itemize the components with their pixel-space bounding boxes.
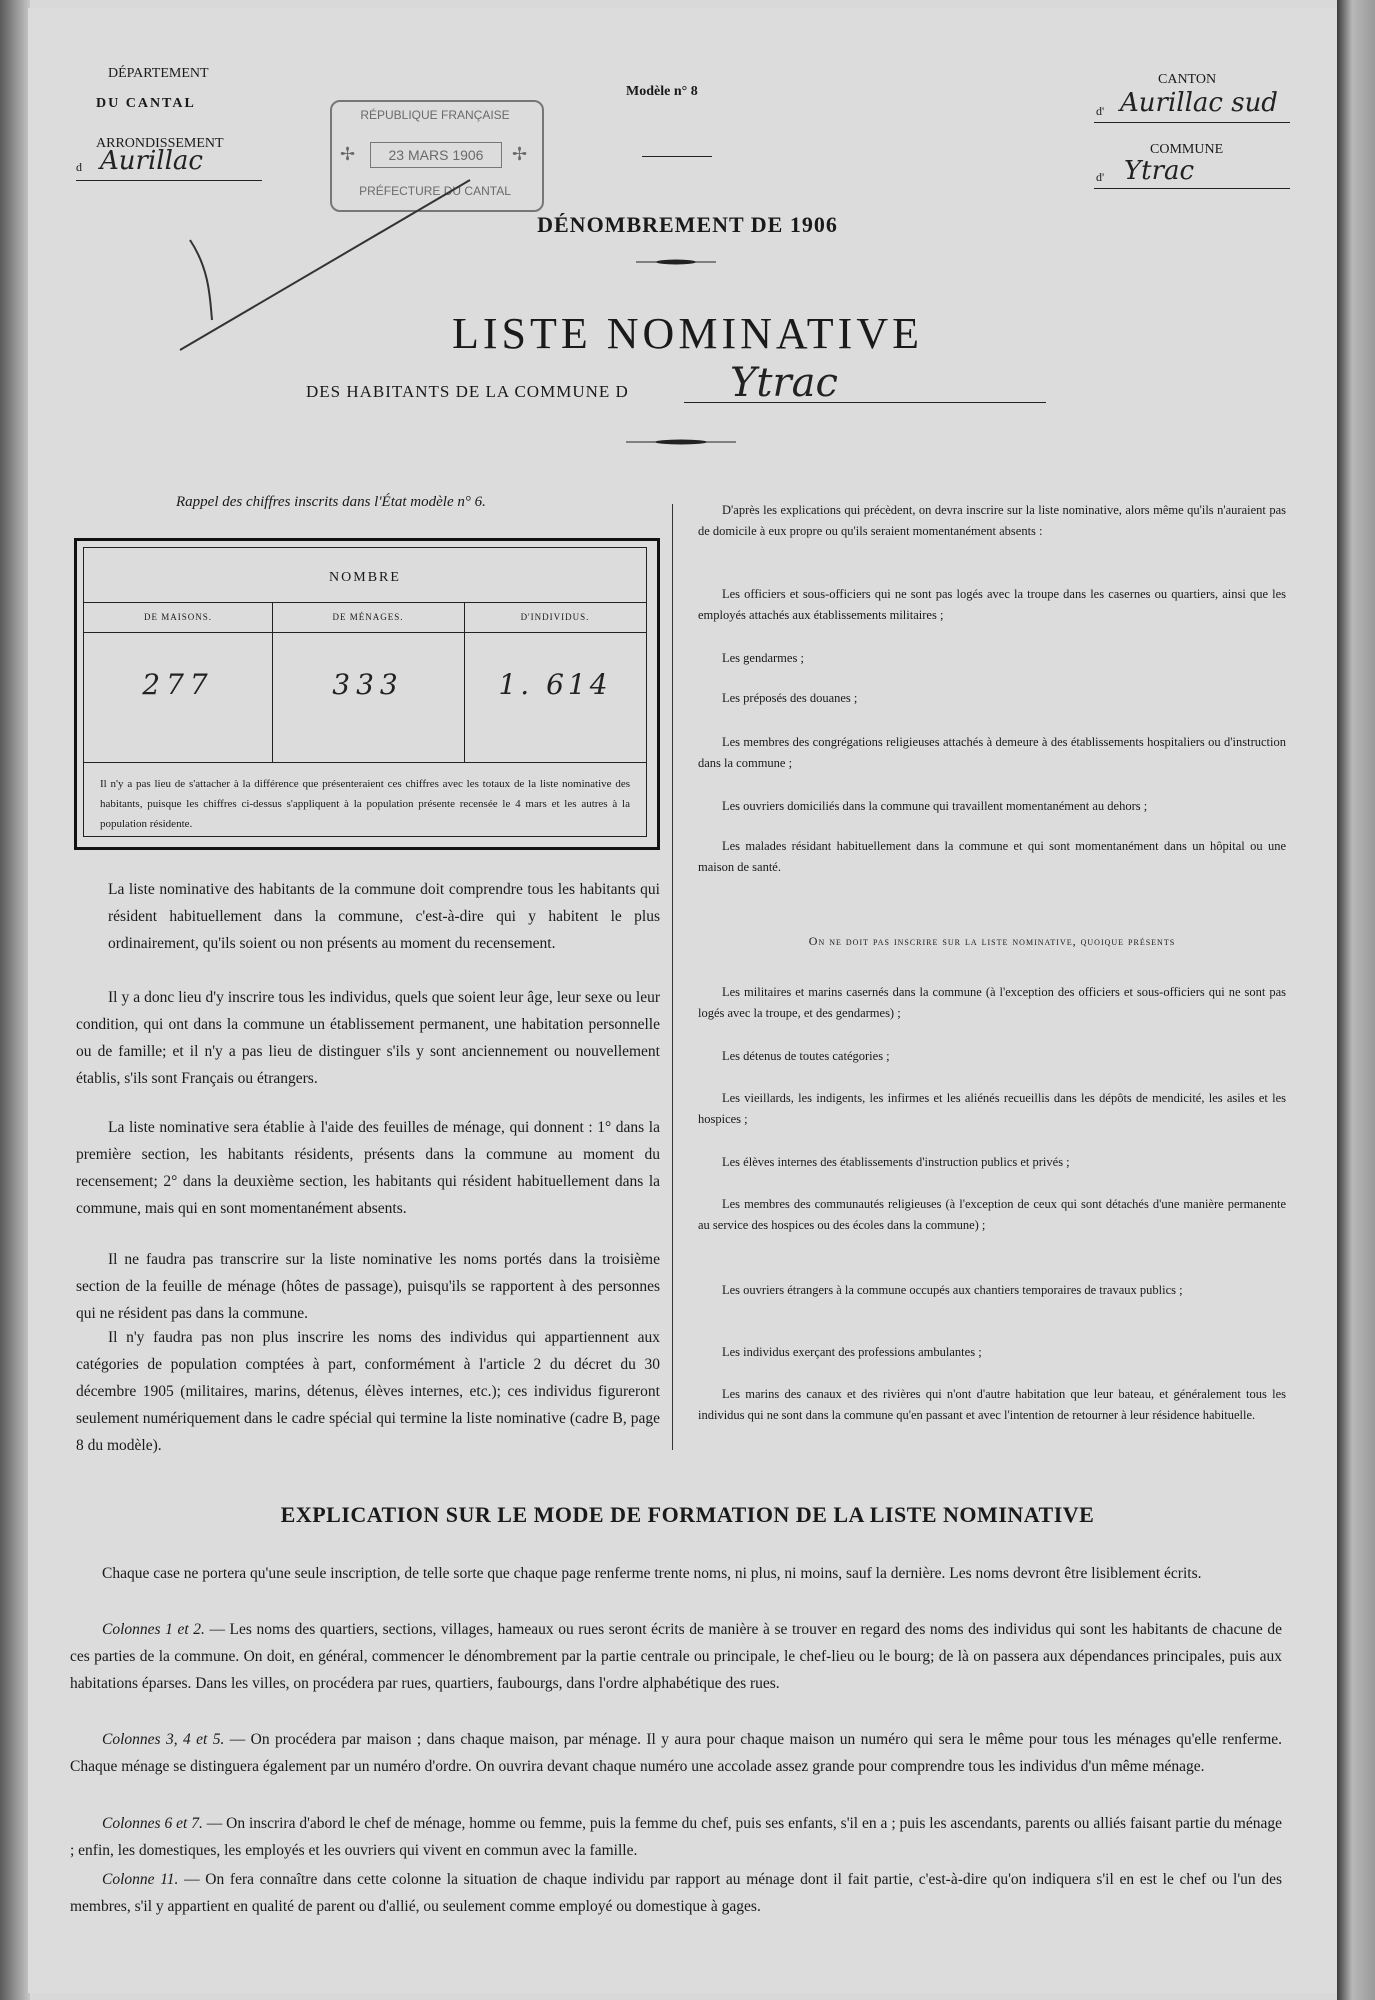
canton-label: CANTON [1158,72,1217,87]
left-paragraph-4-text: Il ne faudra pas transcrire sur la liste nominative les noms portés dans la troisième section de la feuille de ménage (hôtes de passage), puisqu'ils se rapportent à des personnes qui ne résident pas dans la commune. [76,1251,660,1322]
explication-item-3-label: Colonnes 6 et 7. [102,1815,203,1832]
inscrire-item-4: Les membres des congrégations religieuses attachés à demeure à des établissements hospitaliers ou d'instruction dans la commune ; [698,735,1286,770]
col-maisons-label: DE MAISONS. [143,612,212,622]
departement-label: DÉPARTEMENT [108,66,209,81]
column-divider [672,504,673,1450]
departement-value: DU CANTAL [96,96,196,111]
rappel-note: Il n'y a pas lieu de s'attacher à la différence que présenteraient ces chiffres avec les totaux de la liste nominative des habitants, puisque les chiffres ci-dessus s'appliquent à la population présente recensée le 4 mars et les autres à la population résidente. [100,778,630,830]
explication-item-4 [70,1866,1282,1920]
inscrire-item-3: Les préposés des douanes ; [722,691,858,705]
ne-pas-item-7: Les individus exerçant des professions ambulantes ; [722,1345,982,1359]
explication-title: EXPLICATION SUR LE MODE DE FORMATION DE LA LISTE NOMINATIVE [280,1502,1095,1527]
left-paragraph-2 [76,984,660,1092]
arrondissement-label: ARRONDISSEMENT [96,136,224,151]
left-paragraph-4 [76,1246,660,1327]
commune-line-value: Ytrac [730,360,838,406]
denombrement-title: DÉNOMBREMENT DE 1906 [537,212,838,237]
explication-item-2 [70,1726,1282,1780]
stamp-top-text: RÉPUBLIQUE FRANÇAISE [360,108,510,122]
nombre-header: NOMBRE [329,570,401,585]
explication-item-1-text: — Les noms des quartiers, sections, villages, hameaux ou rues seront écrits de manière à se trouver en regard des noms des individus qui sont les habitants de chacune de ces parties de la commune. On doit, en général, commencer le dénombrement par la partie centrale ou principale, le chef-lieu ou le bourg; de là on passera aux dépendances principales, puis aux habitations éparses. Dans les villes, on procédera par rues, quartiers, faubourgs, dans l'ordre alphabétique des rues. [70,1621,1282,1692]
ne-pas-item-5: Les membres des communautés religieuses (à l'exception de ceux qui sont détachés d'une manière permanente au service des hospices ou des écoles dans la commune) ; [698,1197,1286,1232]
rappel-rule-1 [84,602,646,603]
arrondissement-value: Aurillac [100,146,203,176]
maisons-value: 277 [142,668,214,701]
arrondissement-prefix: d [76,160,82,174]
left-paragraph-2-text: Il y a donc lieu d'y inscrire tous les individus, quels que soient leur âge, leur sexe ou leur condition, qui ont dans la commune un établissement permanent, une habitation personnelle ou de famille; et il n'y a pas lieu de distinguer s'ils y sont anciennement ou nouvellement établis, s'ils sont Français ou étrangers. [76,989,660,1087]
ne-pas-item-3: Les vieillards, les indigents, les infirmes et les aliénés recueillis dans les dépôts de mendicité, les asiles et les hospices ; [698,1091,1286,1126]
title-ornament [636,256,716,268]
subtitle-ornament [626,436,736,448]
individus-value: 1. 614 [498,668,612,701]
explication-item-1 [70,1616,1282,1697]
commune-line-label: DES HABITANTS DE LA COMMUNE D [306,382,629,401]
inscrire-item-2: Les gendarmes ; [722,651,804,665]
ne-pas-item-6: Les ouvriers étrangers à la commune occupés aux chantiers temporaires de travaux publics ; [722,1283,1183,1297]
explication-item-3 [70,1810,1282,1864]
liste-nominative-title: LISTE NOMINATIVE [452,309,923,358]
right-intro: D'après les explications qui précèdent, on devra inscrire sur la liste nominative, alors même qu'ils n'auraient pas de domicile à eux propre ou qu'ils seraient momentanément absents : [698,503,1286,538]
stamp-cross-left: ✢ [340,144,356,164]
rappel-inner-frame [83,547,647,837]
commune-prefix: d' [1096,170,1105,184]
inscrire-item-1: Les officiers et sous-officiers qui ne sont pas logés avec la troupe dans les casernes ou quartiers, ainsi que les employés attachés aux établissements militaires ; [698,587,1286,622]
rappel-caption: Rappel des chiffres inscrits dans l'État modèle n° 6. [176,494,486,510]
inscrire-item-6: Les malades résidant habituellement dans la commune et qui sont momentanément dans un hôpital ou une maison de santé. [698,839,1286,874]
explication-item-1-label: Colonnes 1 et 2. [102,1621,205,1638]
col-menages-label: DE MÉNAGES. [332,612,404,622]
left-paragraph-3 [76,1114,660,1222]
rappel-box [74,538,660,850]
explication-item-2-text: — On procédera par maison ; dans chaque maison, par ménage. Il y aura pour chaque maison un numéro qui sera le même pour tous les ménages qu'elle renferme. Chaque ménage se distinguera également par un numéro d'ordre. On ouvrira devant chaque numéro une accolade assez grande pour comprendre tous les individus d'un même ménage. [70,1731,1283,1775]
stamp-cross-right: ✢ [512,144,528,164]
stamp-date: 23 MARS 1906 [370,142,502,168]
explication-item-2-label: Colonnes 3, 4 et 5. [102,1731,225,1748]
left-paragraph-1-text: La liste nominative des habitants de la commune doit comprendre tous les habitants qui résident habituellement dans la commune, c'est-à-dire qui y habitent le plus ordinairement, qu'ils soient ou non présents au moment du recensement. [108,881,660,952]
ne-pas-item-2: Les détenus de toutes catégories ; [722,1049,890,1063]
rappel-rule-3 [84,762,646,763]
modele-number: Modèle n° 8 [626,84,698,99]
commune-value: Ytrac [1124,156,1195,186]
rappel-rule-2 [84,632,646,633]
canton-prefix: d' [1096,104,1105,118]
ne-pas-item-4: Les élèves internes des établissements d'instruction publics et privés ; [722,1155,1070,1169]
ne-pas-item-8: Les marins des canaux et des rivières qui n'ont d'autre habitation que leur bateau, et généralement tous les individus qui ne sont dans la commune qu'en passant et avec l'intention de retourner à leur résidence habituelle. [698,1387,1286,1422]
explication-item-4-label: Colonne 11. [102,1871,179,1888]
canton-rule [1094,122,1290,123]
left-paragraph-1 [108,876,660,957]
explication-item-3-text: — On inscrira d'abord le chef de ménage, homme ou femme, puis la femme du chef, puis ses enfants, s'il en a ; puis les ascendants, parents ou alliés faisant partie du ménage ; enfin, les domestiques, les employés et les ouvriers qui vivent en commun avec la famille. [70,1815,1282,1859]
explication-item-4-text: — On fera connaître dans cette colonne la situation de chaque individu par rapport au ménage dont il fait partie, c'est-à-dire qu'on indiquera s'il en est le chef ou l'un des membres, s'il y appartient en qualité de parent ou d'allié, ou seulement comme employé ou domestique à gages. [70,1871,1282,1915]
page-edge-right [1337,0,1375,2000]
ne-pas-inscrire-heading: On ne doit pas inscrire sur la liste nominative, quoique présents [808,934,1176,948]
inscrire-item-5: Les ouvriers domiciliés dans la commune qui travaillent momentanément au dehors ; [722,799,1148,813]
left-paragraph-5 [76,1324,660,1459]
col-individus-label: D'INDIVIDUS. [520,612,590,622]
left-paragraph-3-text: La liste nominative sera établie à l'aide des feuilles de ménage, qui donnent : 1° dans la première section, les habitants résidents, présents dans la commune au moment du recensement; 2° dans la deuxième section, les habitants qui résident habituellement dans la commune, mais qui en sont momentanément absents. [76,1119,660,1217]
explication-intro: Chaque case ne portera qu'une seule inscription, de telle sorte que chaque page renferme trente noms, ni plus, ni moins, sauf la dernière. Les noms devront être lisiblement écrits. [102,1565,1202,1582]
commune-label: COMMUNE [1150,142,1224,157]
menages-value: 333 [332,668,404,701]
modele-rule [642,156,712,157]
page-edge-left [0,0,30,2000]
left-paragraph-5-text: Il n'y faudra pas non plus inscrire les noms des individus qui appartiennent aux catégories de population comptées à part, conformément à l'article 2 du décret du 30 décembre 1905 (militaires, marins, détenus, élèves internes, etc.); ces individus figureront seulement numériquement dans le cadre spécial qui termine la liste nominative (cadre B, page 8 du modèle). [76,1329,660,1454]
commune-rule [1094,188,1290,189]
ne-pas-item-1: Les militaires et marins casernés dans la commune (à l'exception des officiers et sous-officiers qui ne sont pas logés avec la troupe, et des gendarmes) ; [698,985,1286,1020]
canton-value: Aurillac sud [1120,88,1278,118]
stamp-bottom-text: PRÉFECTURE DU CANTAL [359,184,511,198]
